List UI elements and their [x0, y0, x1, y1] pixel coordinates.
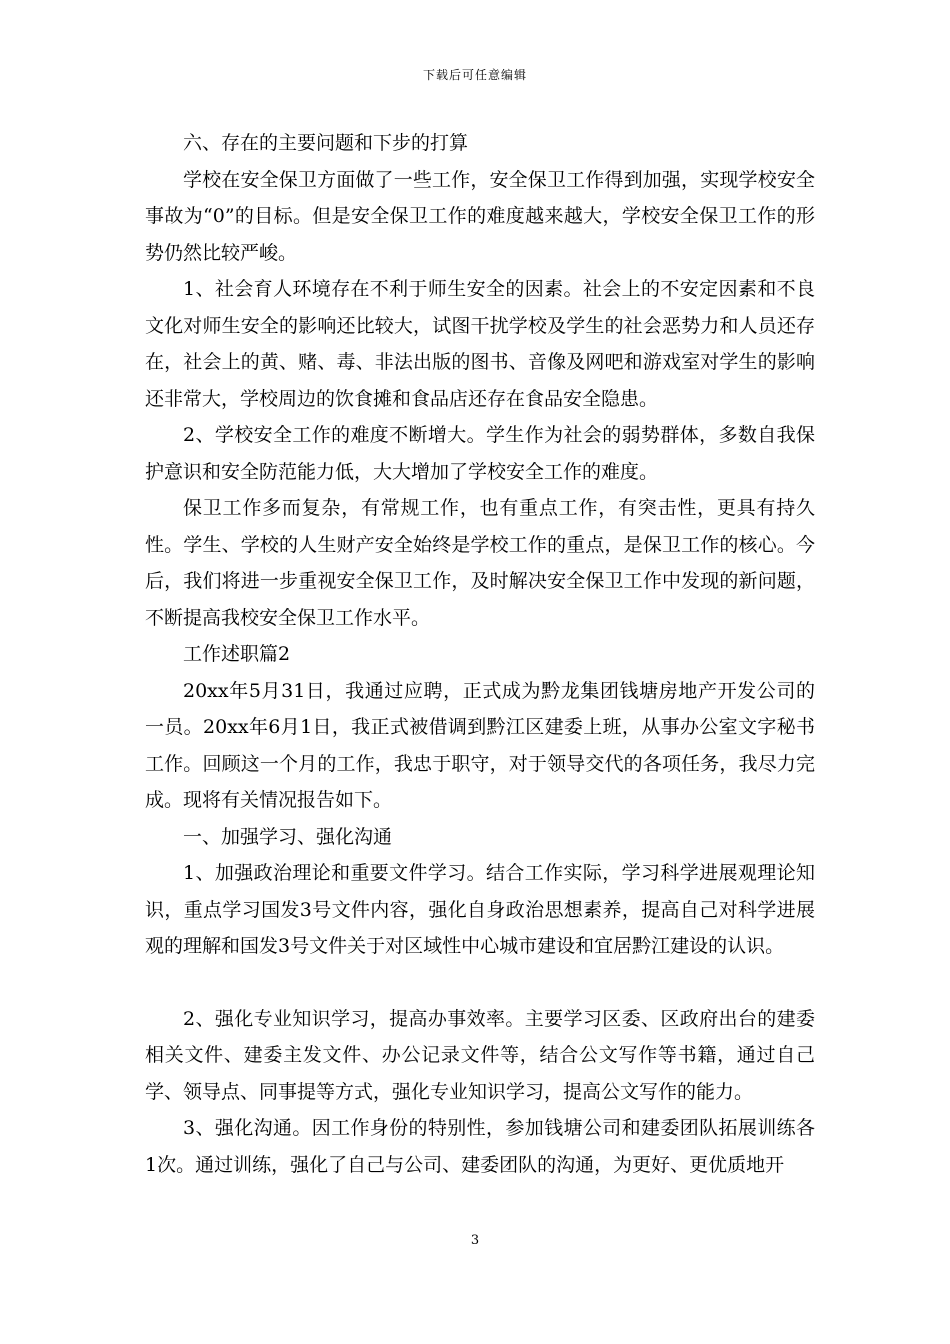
section-title: 工作述职篇2 [183, 643, 291, 665]
paragraph: 1、加强政治理论和重要文件学习。结合工作实际，学习科学进展观理论知识，重点学习国发3号文件内容，强化自身政治思想素养，提高自己对科学进展观的理解和国发3号文件关于对区域性中心城市建设和宜居黔江建设的认识。 [145, 862, 815, 957]
paragraph: 1、社会育人环境存在不利于师生安全的因素。社会上的不安定因素和不良文化对师生安全的影响还比较大，试图干扰学校及学生的社会恶势力和人员还存在，社会上的黄、赌、毒、非法出版的图书、音像及网吧和游戏室对学生的影响还非常大，学校周边的饮食摊和食品店还存在食品安全隐患。 [145, 278, 815, 410]
section-heading: 六、存在的主要问题和下步的打算 [183, 132, 469, 154]
paragraph: 学校在安全保卫方面做了一些工作，安全保卫工作得到加强，实现学校安全事故为“0”的目标。但是安全保卫工作的难度越来越大，学校安全保卫工作的形势仍然比较严峻。 [145, 168, 815, 264]
paragraph: 2、强化专业知识学习，提高办事效率。主要学习区委、区政府出台的建委相关文件、建委主发文件、办公记录文件等，结合公文写作等书籍，通过自己学、领导点、同事提等方式，强化专业知识学习，提高公文写作的能力。 [145, 1007, 815, 1103]
document-body [145, 125, 815, 1183]
paragraph: 2、学校安全工作的难度不断增大。学生作为社会的弱势群体，多数自我保护意识和安全防范能力低，大大增加了学校安全工作的难度。 [145, 424, 815, 483]
blank-line [145, 965, 815, 1001]
page-header: 下载后可任意编辑 [422, 68, 527, 82]
paragraph: 保卫工作多而复杂，有常规工作，也有重点工作，有突击性，更具有持久性。学生、学校的人生财产安全始终是学校工作的重点，是保卫工作的核心。今后，我们将进一步重视安全保卫工作，及时解决安全保卫工作中发现的新问题，不断提高我校安全保卫工作水平。 [145, 497, 815, 629]
page-number: 3 [470, 1233, 480, 1248]
paragraph: 3、强化沟通。因工作身份的特别性，参加钱塘公司和建委团队拓展训练各1次。通过训练，强化了自己与公司、建委团队的沟通，为更好、更优质地开 [145, 1117, 815, 1176]
paragraph: 20xx年5月31日，我通过应聘，正式成为黔龙集团钱塘房地产开发公司的一员。20xx年6月1日，我正式被借调到黔江区建委上班，从事办公室文字秘书工作。回顾这一个月的工作，我忠于职守，对于领导交代的各项任务，我尽力完成。现将有关情况报告如下。 [145, 679, 815, 811]
section-heading: 一、加强学习、强化沟通 [183, 825, 393, 848]
